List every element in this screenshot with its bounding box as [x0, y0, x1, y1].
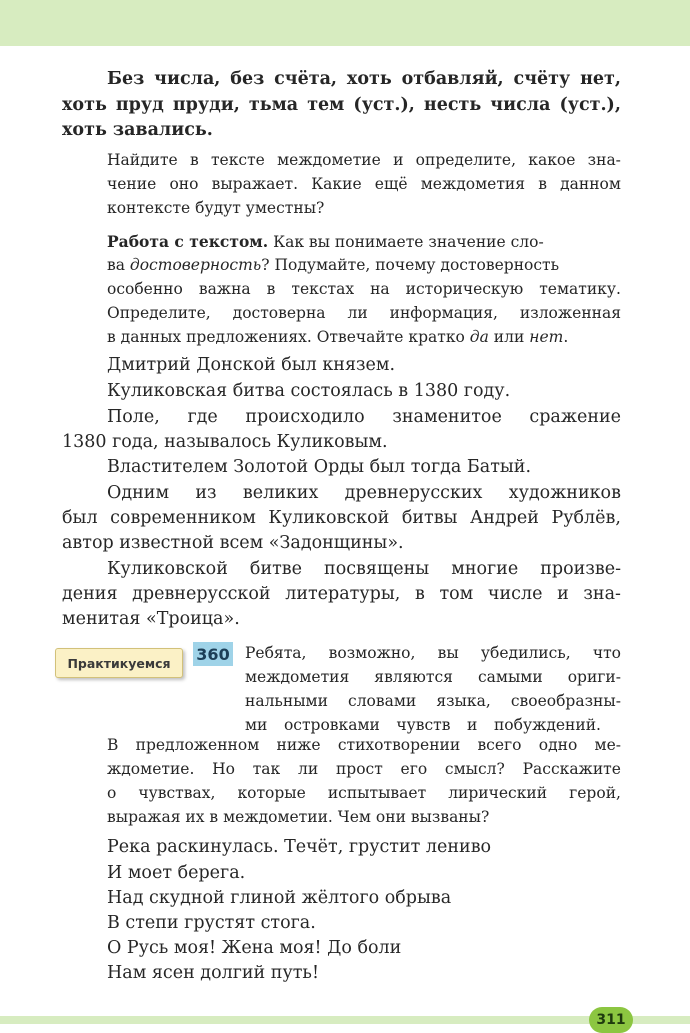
word: числа, [154, 69, 221, 89]
task2-line-2 [107, 258, 559, 274]
word: одно [538, 736, 578, 754]
task2-line5-pre: в данных предложениях. Отвечайте кратко [107, 328, 470, 346]
word: убедились, [480, 644, 571, 662]
word: предложенном [135, 736, 260, 754]
poem-line-6: Нам ясен долгий путь! [107, 963, 319, 983]
exercise-task-line-1 [107, 738, 621, 754]
statement-4: Властителем Золотой Орды был тогда Батый. [107, 457, 532, 477]
word: Андрей [470, 508, 539, 528]
word: герой, [569, 784, 621, 802]
word: особенно [107, 280, 183, 298]
word: Поле, [107, 407, 160, 427]
word: ли [347, 304, 368, 322]
word: важна [198, 280, 251, 298]
task2-term: достоверность [129, 256, 262, 274]
word: данном [560, 175, 621, 193]
word: Какие [311, 175, 362, 193]
word: битве [249, 559, 303, 579]
task2-line5-post: . [563, 328, 569, 346]
word: литературы, [285, 584, 401, 604]
task2-line5-mid: или [488, 328, 530, 346]
word: вы [437, 644, 459, 662]
word: сражение [529, 407, 621, 427]
task2-lead: Работа с текстом. [107, 232, 269, 251]
poem-line-3: Над скудной глиной жёлтого обрыва [107, 888, 452, 908]
word: был [62, 508, 98, 528]
word: Но [212, 760, 235, 778]
word: чение [107, 175, 157, 193]
word: Куликовской [268, 508, 390, 528]
word: счёта, [274, 69, 338, 89]
statement-6-line-2 [62, 586, 621, 604]
poem-line-5: О Русь моя! Жена моя! До боли [107, 938, 402, 958]
section-badge: Практикуемся [55, 648, 183, 678]
word: возможно, [328, 644, 416, 662]
word: хоть [346, 69, 392, 89]
word: изложенная [519, 304, 621, 322]
word: зна- [583, 584, 621, 604]
word: тематику. [539, 280, 621, 298]
word: древнерусских [344, 483, 483, 503]
word: дения [62, 584, 118, 604]
task2-line-5 [107, 330, 568, 346]
word: ждометие. [107, 760, 195, 778]
poem-line-1: Река раскинулась. Течёт, грустит лениво [107, 837, 492, 857]
word: зна- [587, 151, 621, 169]
word: текстах [291, 280, 355, 298]
word: тексте [210, 151, 265, 169]
exercise-number: 360 [193, 642, 233, 666]
word: информация, [389, 304, 498, 322]
word: ли [298, 760, 319, 778]
word: посвящены [324, 559, 430, 579]
word: в [189, 151, 199, 169]
word: древнерусской [132, 584, 271, 604]
exercise-intro-line-4 [245, 718, 601, 734]
task2-line-4 [107, 306, 621, 322]
word: определите, [415, 151, 516, 169]
word: Ребята, [245, 644, 307, 662]
word: современником [110, 508, 256, 528]
exercise-task-line-2 [107, 762, 621, 778]
word: на [370, 280, 390, 298]
word: какое [528, 151, 576, 169]
word: прост [335, 760, 383, 778]
word: нет, [580, 69, 621, 89]
word: историческую [405, 280, 524, 298]
word: ми [245, 716, 268, 734]
exercise-task-line-4: выражая их в междометии. Чем они вызваны? [107, 808, 490, 826]
word: художников [508, 483, 621, 503]
word: из [195, 483, 217, 503]
task2-line-1 [107, 234, 621, 251]
task2-line-3 [107, 282, 621, 298]
word: Одним [107, 483, 170, 503]
word: ориги- [567, 668, 621, 686]
answer-no: нет [529, 328, 564, 346]
word: испытывает [327, 784, 427, 802]
statement-3-line-2: 1380 года, называлось Куликовым. [62, 432, 388, 452]
word: счёту [513, 69, 571, 89]
word: пруд [115, 95, 164, 115]
word: самыми [477, 668, 543, 686]
word: произве- [540, 559, 621, 579]
page-number: 311 [589, 1007, 633, 1033]
word: тьма [248, 95, 299, 115]
word: его [400, 760, 428, 778]
word: хоть [62, 95, 107, 115]
word: многие [451, 559, 519, 579]
word: чувствах, [138, 784, 216, 802]
word: (уст.), [353, 95, 415, 115]
task1-line-1 [107, 153, 621, 169]
word: пруди, [172, 95, 240, 115]
task1-line-3: контексте будут уместны? [107, 199, 325, 217]
word: ниже [276, 736, 321, 754]
word: отбавляй, [401, 69, 504, 89]
word: (уст.), [559, 95, 621, 115]
word: побуждений. [493, 716, 601, 734]
statement-3-line-1 [107, 409, 621, 427]
word: знаменитое [392, 407, 502, 427]
word: Найдите [107, 151, 178, 169]
word: словами [348, 692, 417, 710]
word: ещё [374, 175, 408, 193]
word: Рублёв, [551, 508, 621, 528]
word: междометие [277, 151, 381, 169]
word: В [107, 736, 119, 754]
poem-line-2: И моет берега. [107, 863, 246, 883]
word: без [230, 69, 265, 89]
word: которые [237, 784, 306, 802]
word: Определите, [107, 304, 211, 322]
synonyms-line-2 [62, 97, 621, 115]
word: смысл? [444, 760, 505, 778]
word: происходило [245, 407, 365, 427]
word: где [187, 407, 218, 427]
word: выражает. [211, 175, 299, 193]
word: оно [169, 175, 199, 193]
word: Куликовской [107, 559, 228, 579]
word: и [393, 151, 404, 169]
word: островками [283, 716, 380, 734]
word: лирический [448, 784, 548, 802]
task2-line2-post: ? Подумайте, почему достоверность [261, 256, 560, 274]
word: достоверна [232, 304, 326, 322]
word: том [439, 584, 474, 604]
word: и [467, 716, 478, 734]
word: нальными [245, 692, 328, 710]
statement-1: Дмитрий Донской был князем. [107, 355, 396, 375]
word: чувств [396, 716, 451, 734]
word: в [266, 280, 276, 298]
word: всего [477, 736, 522, 754]
word: великих [242, 483, 319, 503]
statement-5-line-2 [62, 510, 621, 528]
statement-2: Куликовская битва состоялась в 1380 году. [107, 381, 511, 401]
poem-line-4: В степи грустят стога. [107, 913, 316, 933]
word: числа [490, 95, 551, 115]
word: в [538, 175, 547, 193]
answer-yes: да [469, 328, 489, 346]
task2-line2-pre: ва [107, 256, 130, 274]
word: битвы [401, 508, 458, 528]
word: тем [307, 95, 345, 115]
exercise-task-line-3 [107, 786, 621, 802]
word: и [557, 584, 569, 604]
word: Без [107, 69, 145, 89]
task2-line1-rest: Как вы понимаете значение сло- [268, 233, 544, 251]
word: Расскажите [522, 760, 621, 778]
exercise-intro-line-2 [245, 670, 621, 686]
word: являются [374, 668, 453, 686]
word: о [107, 784, 117, 802]
word: ме- [594, 736, 621, 754]
word: в [414, 584, 425, 604]
statement-6-line-3: менитая «Троица». [62, 609, 240, 629]
exercise-intro-line-1 [245, 646, 621, 662]
statement-6-line-1 [107, 561, 621, 579]
word: стихотворении [337, 736, 461, 754]
word: так [252, 760, 281, 778]
statement-5-line-1 [107, 485, 621, 503]
word: междометия [245, 668, 350, 686]
word: что [592, 644, 621, 662]
word: междометия [420, 175, 526, 193]
word: своеобразны- [510, 692, 621, 710]
word: языка, [436, 692, 491, 710]
word: числе [487, 584, 543, 604]
task1-line-2 [107, 177, 621, 193]
word: несть [423, 95, 482, 115]
statement-5-line-3: автор известной всем «Задонщины». [62, 533, 404, 553]
synonyms-line-1 [107, 71, 621, 89]
exercise-intro-line-3 [245, 694, 621, 710]
synonyms-line-3: хоть завались. [62, 120, 213, 140]
